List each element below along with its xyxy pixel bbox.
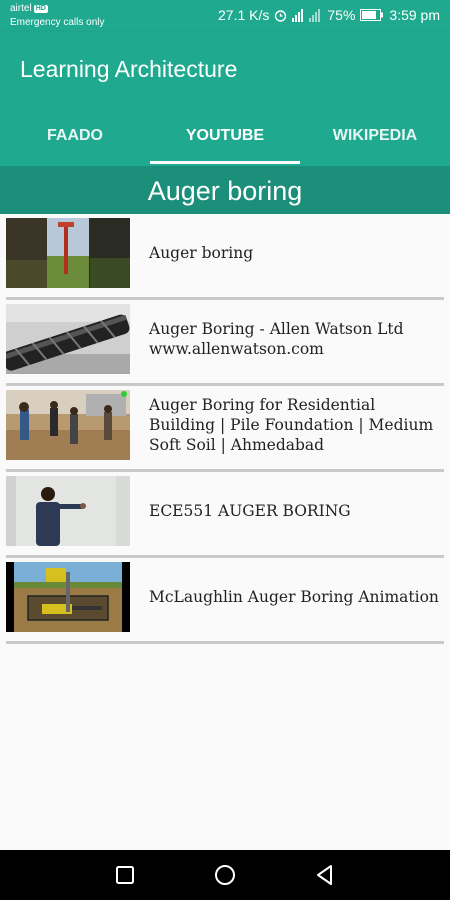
net-speed: 27.1 K/s	[218, 7, 270, 23]
list-item[interactable]	[0, 386, 450, 472]
video-thumbnail[interactable]	[6, 562, 130, 632]
circle-icon	[212, 862, 238, 888]
video-thumbnail[interactable]	[6, 390, 130, 460]
emergency-calls-text: Emergency calls only	[10, 17, 105, 28]
tab-faado[interactable]	[0, 112, 150, 166]
video-thumbnail[interactable]	[6, 476, 130, 546]
video-title: Auger Boring - Allen Watson Ltd www.allenwatson.com	[149, 320, 404, 358]
hd-badge: HD	[35, 5, 46, 12]
battery-percent: 75%	[327, 7, 356, 23]
tab-label: WIKIPEDIA	[332, 127, 418, 144]
divider	[6, 641, 444, 644]
video-title: McLaughlin Auger Boring Animation	[149, 588, 439, 606]
video-thumbnail[interactable]	[6, 218, 130, 288]
app-title: Learning Architecture	[20, 56, 238, 82]
tab-youtube[interactable]	[150, 112, 300, 166]
video-title: ECE551 AUGER BORING	[149, 502, 351, 520]
list-item[interactable]	[0, 472, 450, 558]
app-bar	[0, 32, 450, 166]
carrier-name: airtel	[10, 3, 32, 14]
active-tab-indicator	[150, 161, 300, 164]
tab-label: FAADO	[47, 127, 103, 144]
video-title: Auger Boring for Residential Building | Pile Foundation | Medium Soft Soil | Ahmedabad	[149, 396, 434, 454]
recents-button[interactable]	[112, 862, 138, 888]
list-item[interactable]	[0, 300, 450, 386]
signal-icon	[292, 9, 322, 22]
back-button[interactable]	[312, 862, 338, 888]
tab-wikipedia[interactable]	[300, 112, 450, 166]
tab-bar	[0, 112, 450, 166]
video-list	[0, 214, 450, 644]
navigation-bar	[0, 850, 450, 900]
battery-icon	[360, 9, 384, 21]
status-icons	[218, 7, 440, 23]
home-button[interactable]	[212, 862, 238, 888]
clock: 3:59 pm	[389, 7, 440, 23]
list-item[interactable]	[0, 214, 450, 300]
list-item[interactable]	[0, 558, 450, 644]
carrier-label	[10, 3, 48, 14]
status-bar	[0, 0, 450, 32]
video-title: Auger boring	[149, 244, 254, 262]
triangle-back-icon	[312, 862, 338, 888]
section-title: Auger boring	[0, 166, 450, 214]
square-icon	[112, 862, 138, 888]
tab-label: YOUTUBE	[185, 127, 265, 144]
video-thumbnail[interactable]	[6, 304, 130, 374]
alarm-icon	[274, 9, 287, 22]
